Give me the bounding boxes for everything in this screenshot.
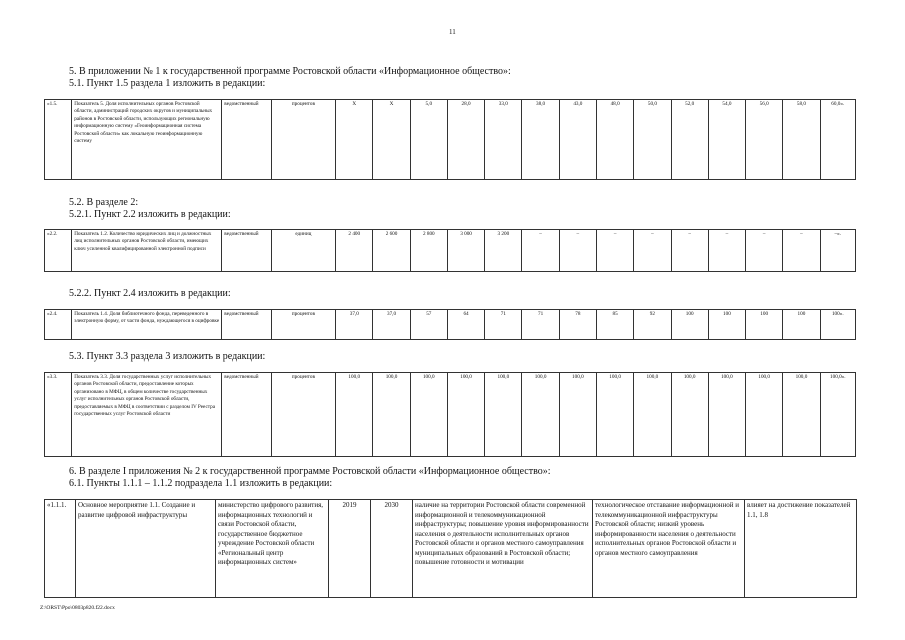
- value-cell: 100,0: [522, 373, 559, 457]
- value-cell: 37,0: [373, 310, 410, 340]
- indicator-type: ведомственный: [222, 310, 271, 340]
- indicator-unit: процентов: [271, 100, 335, 180]
- end-year: 2030: [371, 500, 413, 598]
- value-cell: 3 200: [485, 230, 522, 272]
- footer-file-path: Z:\ORST\Ppo\0803p820.f22.docx: [40, 605, 115, 611]
- event-table-1-1-1: [44, 499, 857, 598]
- value-cell: 43,0: [559, 100, 596, 180]
- value-cell: 48,0: [596, 100, 633, 180]
- value-cell: 100».: [820, 310, 855, 340]
- indicator-table-1-5: [44, 99, 856, 180]
- indicator-name: Показатель 5. Доля исполнительных органов Ростовской области, администраций городских округов и муниципальных районов в Ростовской области, использующих региональную информационную систему «Геоинформационная система Ростовской области» как локальную геоинформационную систему: [72, 100, 222, 180]
- value-cell: 100,0: [671, 373, 708, 457]
- value-cell: 100,0: [596, 373, 633, 457]
- indicator-table-2-4: [44, 309, 856, 340]
- section-5-2-1-heading: 5.2.1. Пункт 2.2 изложить в редакции:: [69, 209, 231, 220]
- value-cell: 100,0: [336, 373, 373, 457]
- section-5-1-heading: 5.1. Пункт 1.5 раздела 1 изложить в редакции:: [69, 78, 266, 89]
- section-5-3-heading: 5.3. Пункт 3.3 раздела 3 изложить в редакции:: [69, 351, 266, 362]
- page-number: 11: [449, 28, 456, 36]
- value-cell: 100,0».: [820, 373, 855, 457]
- event-executor: министерство цифрового развития, информационных технологий и связи Ростовской области, государственное бюджетное учреждение Ростовской области «Региональный центр информационных систем»: [216, 500, 329, 598]
- indicator-link: влияет на достижение показателей 1.1, 1.8: [745, 500, 857, 598]
- value-cell: –: [708, 230, 745, 272]
- value-cell: 100: [708, 310, 745, 340]
- row-number: «1.5.: [45, 100, 72, 180]
- indicator-type: ведомственный: [222, 373, 271, 457]
- section-5-heading: 5. В приложении № 1 к государственной программе Ростовской области «Информационное общество»:: [69, 66, 511, 77]
- row-number: «2.4.: [45, 310, 72, 340]
- value-cell: 100,0: [447, 373, 484, 457]
- value-cell: 60,0».: [820, 100, 855, 180]
- indicator-unit: процентов: [271, 310, 335, 340]
- value-cell: 56,0: [746, 100, 783, 180]
- value-cell: –: [746, 230, 783, 272]
- value-cell: 52,0: [671, 100, 708, 180]
- value-cell: 5,0: [410, 100, 447, 180]
- section-5-2-2-heading: 5.2.2. Пункт 2.4 изложить в редакции:: [69, 288, 231, 299]
- value-cell: –: [634, 230, 671, 272]
- value-cell: 100,0: [746, 373, 783, 457]
- value-cell: 58,0: [783, 100, 820, 180]
- value-cell: 2 600: [373, 230, 410, 272]
- value-cell: 100,0: [373, 373, 410, 457]
- value-cell: 3 000: [447, 230, 484, 272]
- expected-result: наличие на территории Ростовской области современной информационной и телекоммуникационной инфраструктуры; повышение уровня информированности населения о деятельности исполнительных органов Ростовской области и органов местного самоуправления муниципальных образований в Ростовской области; повышение готовности и мотивации: [413, 500, 593, 598]
- value-cell: 92: [634, 310, 671, 340]
- row-number: «2.2.: [45, 230, 72, 272]
- value-cell: 100,0: [783, 373, 820, 457]
- value-cell: 100: [746, 310, 783, 340]
- value-cell: –: [522, 230, 559, 272]
- value-cell: 2 400: [336, 230, 373, 272]
- value-cell: X: [373, 100, 410, 180]
- value-cell: 100,0: [634, 373, 671, 457]
- event-name: Основное мероприятие 1.1. Создание и развитие цифровой инфраструктуры: [76, 500, 216, 598]
- value-cell: 64: [447, 310, 484, 340]
- non-implementation-consequences: технологическое отставание информационной и телекоммуникационной инфраструктуры Ростовской области; низкий уровень информированности населения о деятельности исполнительных органов Ростовской области и органов местного самоуправления: [593, 500, 745, 598]
- indicator-table-3-3: [44, 372, 856, 457]
- value-cell: 28,0: [447, 100, 484, 180]
- value-cell: 85: [596, 310, 633, 340]
- indicator-name: Показатель 1.2. Количество юридических лиц и должностных лиц исполнительных органов Ростовской области, имеющих ключ усиленной квалифицированной электронной подписи: [72, 230, 222, 272]
- value-cell: 50,0: [634, 100, 671, 180]
- value-cell: 100,0: [559, 373, 596, 457]
- value-cell: 100: [783, 310, 820, 340]
- value-cell: 100,0: [485, 373, 522, 457]
- value-cell: 54,0: [708, 100, 745, 180]
- value-cell: 2 800: [410, 230, 447, 272]
- value-cell: 57: [410, 310, 447, 340]
- indicator-name: Показатель 3.3. Доля государственных услуг исполнительных органов Ростовской области, предоставление которых организовано в МФЦ, в общем количестве государственных услуг исполнительных органов Ростовской области, предоставляемых в МФЦ в соответствии с разделом IV Реестра государственных услуг Ростовской области: [72, 373, 222, 457]
- value-cell: –: [783, 230, 820, 272]
- start-year: 2019: [329, 500, 371, 598]
- indicator-unit: единиц: [271, 230, 335, 272]
- section-6-1-heading: 6.1. Пункты 1.1.1 – 1.1.2 подраздела 1.1 изложить в редакции:: [69, 478, 333, 489]
- value-cell: 100,0: [708, 373, 745, 457]
- indicator-unit: процентов: [271, 373, 335, 457]
- indicator-name: Показатель 1.4. Доля библиотечного фонда, переведенного в электронную форму, от части фонда, нуждающегося в оцифровке: [72, 310, 222, 340]
- row-number: «1.1.1.: [45, 500, 76, 598]
- value-cell: 38,0: [522, 100, 559, 180]
- value-cell: 71: [522, 310, 559, 340]
- value-cell: 71: [485, 310, 522, 340]
- value-cell: –: [559, 230, 596, 272]
- value-cell: 37,0: [336, 310, 373, 340]
- value-cell: –: [596, 230, 633, 272]
- value-cell: 33,0: [485, 100, 522, 180]
- value-cell: –: [671, 230, 708, 272]
- section-6-heading: 6. В разделе I приложения № 2 к государственной программе Ростовской области «Информационное общество»:: [69, 466, 551, 477]
- indicator-table-2-2: [44, 229, 856, 272]
- value-cell: –».: [820, 230, 855, 272]
- value-cell: 100: [671, 310, 708, 340]
- indicator-type: ведомственный: [222, 100, 271, 180]
- row-number: «3.3.: [45, 373, 72, 457]
- indicator-type: ведомственный: [222, 230, 271, 272]
- value-cell: X: [336, 100, 373, 180]
- value-cell: 78: [559, 310, 596, 340]
- value-cell: 100,0: [410, 373, 447, 457]
- section-5-2-heading: 5.2. В разделе 2:: [69, 197, 139, 208]
